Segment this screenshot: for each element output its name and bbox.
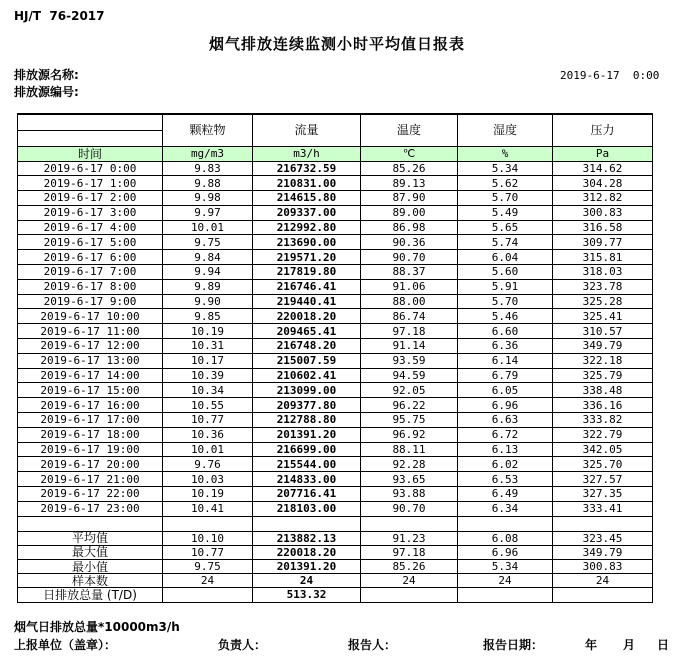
value-cell: 327.57 bbox=[553, 472, 653, 487]
value-cell: 24 bbox=[458, 574, 553, 588]
value-cell: 5.70 bbox=[458, 294, 553, 309]
value-cell: 9.84 bbox=[163, 250, 253, 265]
table-header-section bbox=[18, 114, 653, 161]
responsible-person-label: 负责人： bbox=[218, 638, 267, 652]
value-cell: 9.98 bbox=[163, 191, 253, 206]
value-cell: 214615.80 bbox=[253, 191, 361, 206]
empty-cell bbox=[458, 516, 553, 531]
report-date-label: 报告日期： bbox=[483, 638, 544, 652]
value-cell: 213882.13 bbox=[253, 531, 361, 545]
value-cell: 210602.41 bbox=[253, 368, 361, 383]
unit-pressure: Pa bbox=[553, 146, 653, 161]
time-cell: 2019-6-17 6:00 bbox=[18, 250, 163, 265]
value-cell: 309.77 bbox=[553, 235, 653, 250]
value-cell: 312.82 bbox=[553, 191, 653, 206]
table-row bbox=[18, 324, 653, 339]
value-cell: 9.83 bbox=[163, 161, 253, 176]
value-cell: 6.53 bbox=[458, 472, 553, 487]
value-cell: 91.23 bbox=[361, 531, 458, 545]
table-row bbox=[18, 176, 653, 191]
table-row bbox=[18, 235, 653, 250]
empty-cell bbox=[253, 516, 361, 531]
value-cell: 316.58 bbox=[553, 220, 653, 235]
value-cell: 6.49 bbox=[458, 487, 553, 502]
page-title: 烟气排放连续监测小时平均值日报表 bbox=[208, 35, 465, 53]
value-cell: 218103.00 bbox=[253, 501, 361, 516]
value-cell: 10.03 bbox=[163, 472, 253, 487]
table-row bbox=[18, 501, 653, 516]
summary-row bbox=[18, 545, 653, 559]
time-cell: 2019-6-17 5:00 bbox=[18, 235, 163, 250]
value-cell: 323.45 bbox=[553, 531, 653, 545]
value-cell: 24 bbox=[253, 574, 361, 588]
summary-label: 最小值 bbox=[18, 560, 163, 574]
col-header-temperature: 温度 bbox=[361, 114, 458, 146]
spacer-section bbox=[18, 516, 653, 531]
value-cell: 97.18 bbox=[361, 545, 458, 559]
source-code-label: 排放源编号: bbox=[14, 85, 79, 99]
value-cell: 209465.41 bbox=[253, 324, 361, 339]
corner-cell-bottom bbox=[18, 130, 163, 146]
col-header-pressure: 压力 bbox=[553, 114, 653, 146]
value-cell: 6.04 bbox=[458, 250, 553, 265]
value-cell: 10.01 bbox=[163, 220, 253, 235]
value-cell: 24 bbox=[553, 574, 653, 588]
summary-row bbox=[18, 574, 653, 588]
time-column-header: 时间 bbox=[18, 146, 163, 161]
value-cell: 5.91 bbox=[458, 279, 553, 294]
value-cell: 216746.41 bbox=[253, 279, 361, 294]
time-cell: 2019-6-17 0:00 bbox=[18, 161, 163, 176]
value-cell: 310.57 bbox=[553, 324, 653, 339]
value-cell: 212788.80 bbox=[253, 413, 361, 428]
monitoring-table bbox=[17, 113, 653, 603]
value-cell: 207716.41 bbox=[253, 487, 361, 502]
time-cell: 2019-6-17 1:00 bbox=[18, 176, 163, 191]
value-cell: 216699.00 bbox=[253, 442, 361, 457]
month-label: 月 bbox=[623, 638, 636, 652]
col-header-flow: 流量 bbox=[253, 114, 361, 146]
value-cell: 513.32 bbox=[253, 588, 361, 602]
table-row bbox=[18, 413, 653, 428]
value-cell: 6.34 bbox=[458, 501, 553, 516]
report-datetime: 2019-6-17 0:00 bbox=[560, 69, 660, 82]
value-cell: 5.49 bbox=[458, 205, 553, 220]
empty-cell bbox=[18, 516, 163, 531]
value-cell: 315.81 bbox=[553, 250, 653, 265]
time-cell: 2019-6-17 16:00 bbox=[18, 398, 163, 413]
value-cell: 9.89 bbox=[163, 279, 253, 294]
value-cell: 201391.20 bbox=[253, 427, 361, 442]
time-cell: 2019-6-17 21:00 bbox=[18, 472, 163, 487]
value-cell: 85.26 bbox=[361, 560, 458, 574]
summary-label: 日排放总量 (T/D) bbox=[18, 588, 163, 602]
table-row bbox=[18, 442, 653, 457]
value-cell: 6.36 bbox=[458, 339, 553, 354]
year-label: 年 bbox=[585, 638, 598, 652]
col-header-particulate: 颗粒物 bbox=[163, 114, 253, 146]
day-label: 日 bbox=[657, 638, 670, 652]
value-cell: 93.88 bbox=[361, 487, 458, 502]
value-cell: 96.22 bbox=[361, 398, 458, 413]
value-cell bbox=[458, 588, 553, 602]
value-cell: 10.17 bbox=[163, 353, 253, 368]
time-cell: 2019-6-17 18:00 bbox=[18, 427, 163, 442]
time-cell: 2019-6-17 14:00 bbox=[18, 368, 163, 383]
value-cell: 6.60 bbox=[458, 324, 553, 339]
time-cell: 2019-6-17 7:00 bbox=[18, 265, 163, 280]
value-cell: 213099.00 bbox=[253, 383, 361, 398]
time-cell: 2019-6-17 12:00 bbox=[18, 339, 163, 354]
value-cell: 86.98 bbox=[361, 220, 458, 235]
corner-cell-top bbox=[18, 114, 163, 130]
time-cell: 2019-6-17 19:00 bbox=[18, 442, 163, 457]
value-cell: 92.28 bbox=[361, 457, 458, 472]
time-cell: 2019-6-17 11:00 bbox=[18, 324, 163, 339]
value-cell: 9.88 bbox=[163, 176, 253, 191]
value-cell: 90.70 bbox=[361, 250, 458, 265]
value-cell: 325.41 bbox=[553, 309, 653, 324]
value-cell: 300.83 bbox=[553, 560, 653, 574]
value-cell: 6.14 bbox=[458, 353, 553, 368]
unit-flow: m3/h bbox=[253, 146, 361, 161]
value-cell: 5.62 bbox=[458, 176, 553, 191]
value-cell: 323.78 bbox=[553, 279, 653, 294]
value-cell: 9.90 bbox=[163, 294, 253, 309]
value-cell: 212992.80 bbox=[253, 220, 361, 235]
value-cell: 325.28 bbox=[553, 294, 653, 309]
empty-cell bbox=[163, 516, 253, 531]
time-cell: 2019-6-17 10:00 bbox=[18, 309, 163, 324]
value-cell: 219571.20 bbox=[253, 250, 361, 265]
value-cell: 6.63 bbox=[458, 413, 553, 428]
summary-label: 最大值 bbox=[18, 545, 163, 559]
value-cell: 85.26 bbox=[361, 161, 458, 176]
table-row bbox=[18, 383, 653, 398]
value-cell: 9.76 bbox=[163, 457, 253, 472]
value-cell: 9.97 bbox=[163, 205, 253, 220]
value-cell: 349.79 bbox=[553, 339, 653, 354]
value-cell: 318.03 bbox=[553, 265, 653, 280]
value-cell: 5.65 bbox=[458, 220, 553, 235]
table-row bbox=[18, 353, 653, 368]
reporting-unit-label: 上报单位（盖章）： bbox=[14, 638, 117, 652]
value-cell: 325.70 bbox=[553, 457, 653, 472]
value-cell: 336.16 bbox=[553, 398, 653, 413]
value-cell: 24 bbox=[163, 574, 253, 588]
value-cell: 6.02 bbox=[458, 457, 553, 472]
value-cell: 5.60 bbox=[458, 265, 553, 280]
time-cell: 2019-6-17 2:00 bbox=[18, 191, 163, 206]
value-cell: 88.00 bbox=[361, 294, 458, 309]
value-cell: 92.05 bbox=[361, 383, 458, 398]
summary-label: 样本数 bbox=[18, 574, 163, 588]
value-cell: 9.94 bbox=[163, 265, 253, 280]
value-cell: 6.05 bbox=[458, 383, 553, 398]
data-rows-section bbox=[18, 161, 653, 516]
value-cell: 216732.59 bbox=[253, 161, 361, 176]
value-cell bbox=[361, 588, 458, 602]
table-row bbox=[18, 220, 653, 235]
time-cell: 2019-6-17 23:00 bbox=[18, 501, 163, 516]
table-row bbox=[18, 205, 653, 220]
empty-cell bbox=[361, 516, 458, 531]
value-cell: 215007.59 bbox=[253, 353, 361, 368]
value-cell: 5.34 bbox=[458, 161, 553, 176]
value-cell: 90.36 bbox=[361, 235, 458, 250]
value-cell: 214833.00 bbox=[253, 472, 361, 487]
standard-number: HJ/T 76-2017 bbox=[14, 9, 105, 23]
value-cell: 300.83 bbox=[553, 205, 653, 220]
summary-label: 平均值 bbox=[18, 531, 163, 545]
time-cell: 2019-6-17 20:00 bbox=[18, 457, 163, 472]
unit-row bbox=[18, 146, 653, 161]
value-cell: 10.10 bbox=[163, 531, 253, 545]
time-cell: 2019-6-17 4:00 bbox=[18, 220, 163, 235]
value-cell: 9.85 bbox=[163, 309, 253, 324]
value-cell: 333.41 bbox=[553, 501, 653, 516]
time-cell: 2019-6-17 17:00 bbox=[18, 413, 163, 428]
time-cell: 2019-6-17 9:00 bbox=[18, 294, 163, 309]
value-cell: 10.01 bbox=[163, 442, 253, 457]
reporter-label: 报告人： bbox=[348, 638, 397, 652]
value-cell: 93.65 bbox=[361, 472, 458, 487]
table-row bbox=[18, 191, 653, 206]
value-cell: 10.41 bbox=[163, 501, 253, 516]
time-cell: 2019-6-17 13:00 bbox=[18, 353, 163, 368]
value-cell: 213690.00 bbox=[253, 235, 361, 250]
table-row bbox=[18, 294, 653, 309]
value-cell: 201391.20 bbox=[253, 560, 361, 574]
value-cell: 10.34 bbox=[163, 383, 253, 398]
table-row bbox=[18, 487, 653, 502]
value-cell: 9.75 bbox=[163, 235, 253, 250]
header-row-top bbox=[18, 114, 653, 130]
value-cell: 88.11 bbox=[361, 442, 458, 457]
value-cell: 210831.00 bbox=[253, 176, 361, 191]
value-cell: 333.82 bbox=[553, 413, 653, 428]
value-cell: 6.08 bbox=[458, 531, 553, 545]
value-cell: 5.34 bbox=[458, 560, 553, 574]
value-cell: 314.62 bbox=[553, 161, 653, 176]
value-cell: 10.77 bbox=[163, 545, 253, 559]
value-cell: 93.59 bbox=[361, 353, 458, 368]
table-row bbox=[18, 265, 653, 280]
value-cell: 91.14 bbox=[361, 339, 458, 354]
time-cell: 2019-6-17 22:00 bbox=[18, 487, 163, 502]
value-cell: 89.13 bbox=[361, 176, 458, 191]
value-cell: 6.13 bbox=[458, 442, 553, 457]
summary-row bbox=[18, 588, 653, 602]
value-cell: 10.19 bbox=[163, 324, 253, 339]
value-cell: 5.70 bbox=[458, 191, 553, 206]
value-cell: 220018.20 bbox=[253, 545, 361, 559]
value-cell: 95.75 bbox=[361, 413, 458, 428]
table-row bbox=[18, 368, 653, 383]
table-row bbox=[18, 309, 653, 324]
value-cell: 342.05 bbox=[553, 442, 653, 457]
summary-row bbox=[18, 560, 653, 574]
value-cell: 96.92 bbox=[361, 427, 458, 442]
summary-row bbox=[18, 531, 653, 545]
value-cell: 10.55 bbox=[163, 398, 253, 413]
value-cell: 215544.00 bbox=[253, 457, 361, 472]
time-cell: 2019-6-17 3:00 bbox=[18, 205, 163, 220]
value-cell: 219440.41 bbox=[253, 294, 361, 309]
table-row bbox=[18, 427, 653, 442]
value-cell: 89.00 bbox=[361, 205, 458, 220]
time-cell: 2019-6-17 15:00 bbox=[18, 383, 163, 398]
value-cell: 6.79 bbox=[458, 368, 553, 383]
total-emission-note: 烟气日排放总量*10000m3/h bbox=[14, 620, 180, 634]
value-cell: 10.36 bbox=[163, 427, 253, 442]
value-cell: 322.18 bbox=[553, 353, 653, 368]
table-row bbox=[18, 161, 653, 176]
value-cell: 10.31 bbox=[163, 339, 253, 354]
value-cell: 209337.00 bbox=[253, 205, 361, 220]
table-row bbox=[18, 457, 653, 472]
empty-row bbox=[18, 516, 653, 531]
value-cell: 91.06 bbox=[361, 279, 458, 294]
unit-particulate: mg/m3 bbox=[163, 146, 253, 161]
value-cell: 10.39 bbox=[163, 368, 253, 383]
value-cell: 220018.20 bbox=[253, 309, 361, 324]
summary-section bbox=[18, 531, 653, 602]
value-cell: 90.70 bbox=[361, 501, 458, 516]
value-cell: 9.75 bbox=[163, 560, 253, 574]
unit-humidity: % bbox=[458, 146, 553, 161]
value-cell: 94.59 bbox=[361, 368, 458, 383]
value-cell: 24 bbox=[361, 574, 458, 588]
value-cell: 6.96 bbox=[458, 398, 553, 413]
value-cell: 6.96 bbox=[458, 545, 553, 559]
value-cell: 10.77 bbox=[163, 413, 253, 428]
value-cell: 325.79 bbox=[553, 368, 653, 383]
value-cell: 6.72 bbox=[458, 427, 553, 442]
value-cell: 209377.80 bbox=[253, 398, 361, 413]
value-cell: 10.19 bbox=[163, 487, 253, 502]
table-row bbox=[18, 279, 653, 294]
col-header-humidity: 湿度 bbox=[458, 114, 553, 146]
value-cell: 322.79 bbox=[553, 427, 653, 442]
table-row bbox=[18, 472, 653, 487]
table-row bbox=[18, 398, 653, 413]
table-row bbox=[18, 250, 653, 265]
value-cell: 327.35 bbox=[553, 487, 653, 502]
value-cell: 87.90 bbox=[361, 191, 458, 206]
value-cell: 216748.20 bbox=[253, 339, 361, 354]
value-cell: 86.74 bbox=[361, 309, 458, 324]
unit-temperature: ℃ bbox=[361, 146, 458, 161]
table-row bbox=[18, 339, 653, 354]
source-name-label: 排放源名称: bbox=[14, 68, 79, 82]
value-cell: 97.18 bbox=[361, 324, 458, 339]
value-cell bbox=[163, 588, 253, 602]
value-cell: 349.79 bbox=[553, 545, 653, 559]
value-cell: 5.46 bbox=[458, 309, 553, 324]
value-cell: 5.74 bbox=[458, 235, 553, 250]
time-cell: 2019-6-17 8:00 bbox=[18, 279, 163, 294]
value-cell bbox=[553, 588, 653, 602]
value-cell: 88.37 bbox=[361, 265, 458, 280]
value-cell: 304.28 bbox=[553, 176, 653, 191]
value-cell: 217819.80 bbox=[253, 265, 361, 280]
value-cell: 338.48 bbox=[553, 383, 653, 398]
empty-cell bbox=[553, 516, 653, 531]
